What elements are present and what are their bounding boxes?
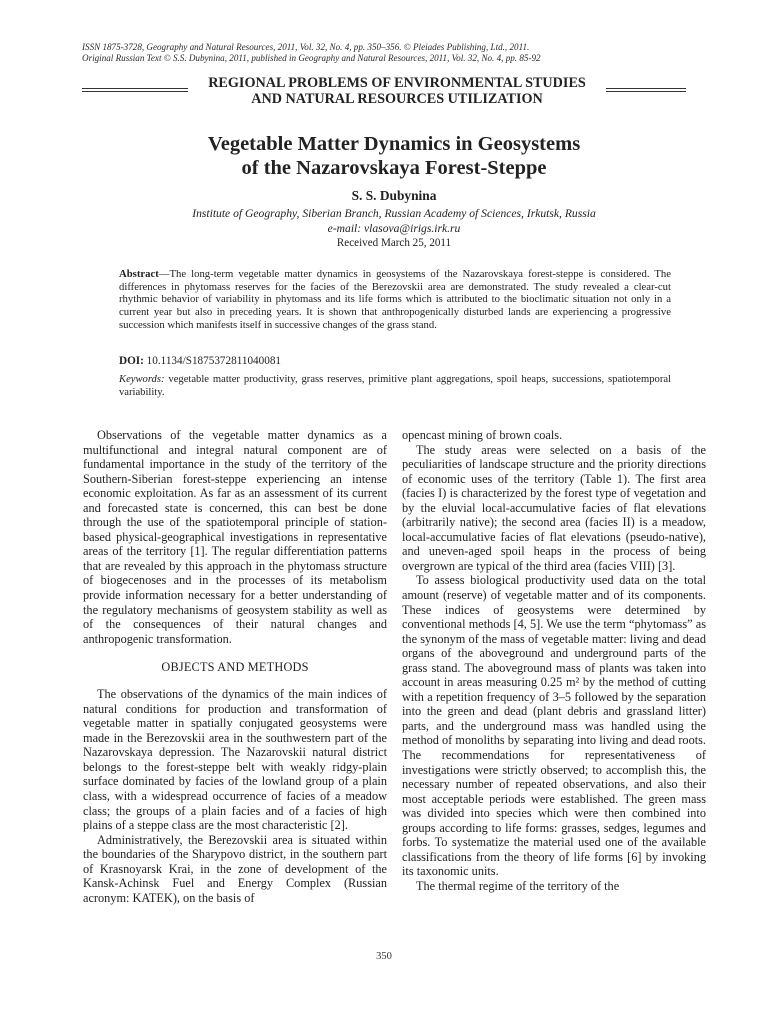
author-email: e-mail: vlasova@irigs.irk.ru (327, 222, 461, 235)
section-rule-right (606, 88, 686, 92)
journal-header-line-1: ISSN 1875-3728, Geography and Natural Resources, 2011, Vol. 32, No. 4, pp. 350–356. © Pleiades Publishing, Ltd., 2011. (82, 42, 530, 52)
paragraph: Administratively, the Berezovskii area is situated within the boundaries of the Sharypovo district, in the southern part of Krasnoyarsk Krai, in the zone of development of the Kansk-Achinsk Fuel and Energy Complex (Russian acronym: KATEK), on the basis of (83, 832, 387, 905)
doi-label: DOI: (119, 355, 144, 367)
article-title-line-2: of the Nazarovskaya Forest-Steppe (241, 157, 547, 179)
right-column (402, 428, 706, 894)
section-rule-left (82, 88, 188, 92)
keywords (119, 374, 671, 400)
page-number: 350 (376, 951, 392, 962)
paragraph: The observations of the dynamics of the main indices of natural conditions for production and transformation of vegetable matter in spatially conjugated geosystems were made in the Berezovskii area in the southwestern part of the Nazarovskaya depression. The Nazarovskii natural district belongs to the forest-steppe belt with weakly ridgy-plain surface dominated by facies of the lowland group of a plain class, with a widespread occurrence of facies of a meadow class; the groups of a plain facies and of a facies of high plains of a steppe class are the most characteristic [2]. (83, 687, 387, 833)
section-heading-line-1: REGIONAL PROBLEMS OF ENVIRONMENTAL STUDIES (208, 75, 586, 91)
section-banner (82, 72, 686, 112)
doi (119, 354, 671, 368)
section-heading (188, 75, 606, 107)
journal-header-line-2: Original Russian Text © S.S. Dubynina, 2011, published in Geography and Natural Resources, 2011, Vol. 32, No. 4, pp. 85-92 (82, 53, 541, 63)
left-column (83, 428, 387, 905)
paragraph: opencast mining of brown coals. (402, 428, 563, 442)
author-name: S. S. Dubynina (351, 188, 437, 203)
section-heading-line-2: AND NATURAL RESOURCES UTILIZATION (251, 91, 543, 107)
abstract-text: —The long-term vegetable matter dynamics in geosystems of the Nazarovskaya forest-steppe is considered. The differences in phytomass reserves for the facies of the Berezovskii area are demonstrated. The study revealed a clear-cut rhythmic behavior of variability in phytomass and its life forms which is attributed to the bioclimatic situation not only in a current year but also in preceding years. It is shown that anthropogenically disturbed lands are experiencing a progressive succession which manifests itself in successive changes of the grass stand. (119, 268, 671, 331)
article-title-line-1: Vegetable Matter Dynamics in Geosystems (207, 133, 581, 155)
keywords-text: vegetable matter productivity, grass reserves, primitive plant aggregations, spoil heaps, successions, spatiotemporal variability. (119, 374, 671, 398)
paragraph: The study areas were selected on a basis of the peculiarities of landscape structure and the priority directions of economic uses of the territory (Table 1). The first area (facies I) is characterized by the forest type of vegetation and by the eluvial local-accumulative facies of flat elevations (arbitrarily native); the second area (facies II) is a meadow, local-accumulative facies of flat elevations (pseudo-native), and uneven-aged spoil heaps in the process of being overgrown are typical of the third area (facies VIII) [3]. (402, 442, 706, 573)
doi-value: 10.1134/S1875372811040081 (143, 355, 282, 367)
abstract (119, 268, 671, 332)
received-date: Received March 25, 2011 (336, 237, 452, 249)
paragraph: The thermal regime of the territory of the (416, 878, 620, 893)
paragraph: To assess biological productivity used data on the total amount (reserve) of vegetable matter and of its components. These indices of geosystems were determined by conventional methods [4, 5]. We use the term “phytomass” as the synonym of the mass of vegetable matter: living and dead organs of the aboveground and underground parts of the grass stand. The aboveground mass of plants was taken into account in areas measuring 0.25 m² by the method of cutting with a repetition frequency of 3–5 followed by the separation into the green and dead (plant debris and grassland litter) parts, and the underground mass was handled using the method of monoliths by separating into living and dead roots. The recommendations for representativeness of investigations were strictly observed; to accomplish this, the necessary number of repeated observations, and also their most acceptable periods were established. The green mass was divided into species which were then combined into groups according to life forms: grasses, sedges, legumes and forbs. To systematize the material used one of the available classifications from the theory of life forms [6] by invoking its taxonomic units. (402, 573, 706, 879)
article-title (80, 132, 708, 180)
section-title-objects-methods: OBJECTS AND METHODS (161, 660, 309, 675)
keywords-label: Keywords: (119, 374, 165, 385)
author-affiliation: Institute of Geography, Siberian Branch, Russian Academy of Sciences, Irkutsk, Russia (192, 207, 596, 220)
abstract-label: Abstract (119, 268, 159, 280)
paragraph: Observations of the vegetable matter dynamics as a multifunctional and integral natural component are of fundamental importance in the study of the territory of the Southern-Siberian forest-steppe experiencing an intense economic exploitation. As far as an assessment of its current and forecasted state is concerned, this can best be done through the use of the spatiotemporal principle of station-based physical-geographical investigations in representative areas of the territory [1]. The regular differentiation patterns that are revealed by this approach in the phytomass structure of biogecenoses and in the processes of its metabolism provide information necessary for a better understanding of the regulatory mechanisms of geosystem stability as well as of the consequences of their natural changes and anthropogenic transformation. (83, 428, 387, 646)
